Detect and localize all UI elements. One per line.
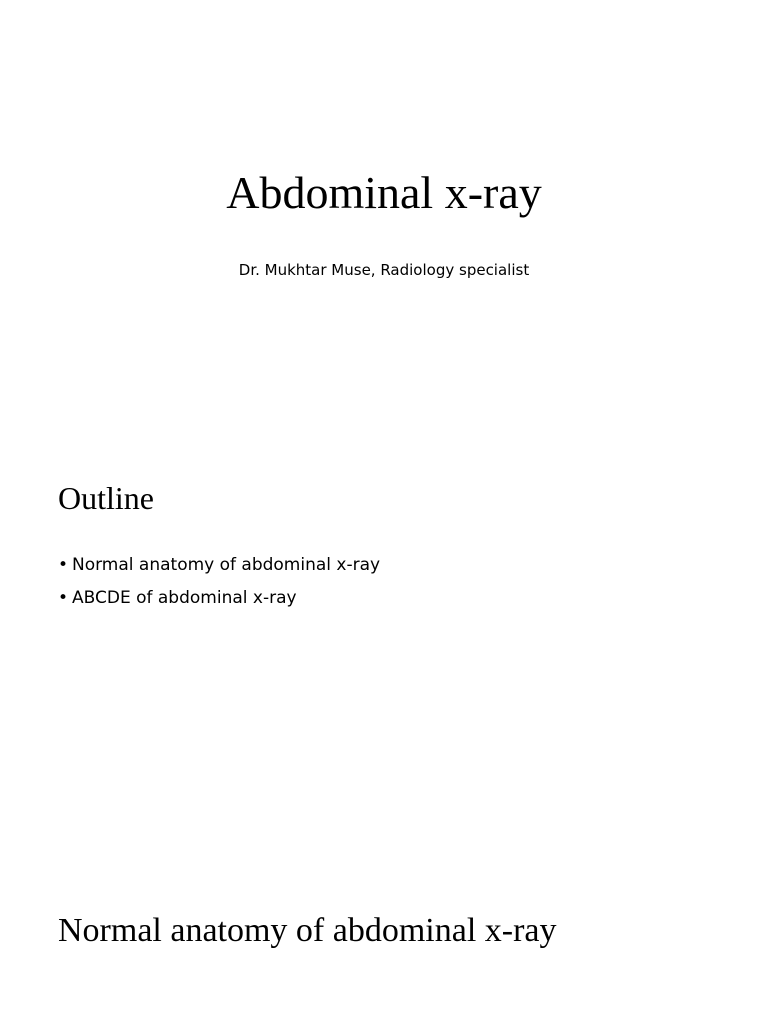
outline-slide (0, 432, 768, 864)
title-slide (0, 0, 768, 432)
anatomy-slide (0, 864, 768, 1024)
list-item (58, 582, 380, 615)
slide-title: Abdominal x-ray (226, 167, 542, 218)
slide-subtitle: Dr. Mukhtar Muse, Radiology specialist (238, 261, 530, 279)
list-item (58, 549, 380, 582)
bullet-icon: • (58, 588, 69, 608)
anatomy-heading: Normal anatomy of abdominal x-ray (58, 912, 557, 949)
outline-bullet-list (58, 549, 380, 615)
bullet-text: Normal anatomy of abdominal x-ray (72, 555, 381, 575)
bullet-icon: • (58, 555, 69, 575)
bullet-text: ABCDE of abdominal x-ray (72, 588, 297, 608)
outline-heading: Outline (58, 480, 154, 516)
